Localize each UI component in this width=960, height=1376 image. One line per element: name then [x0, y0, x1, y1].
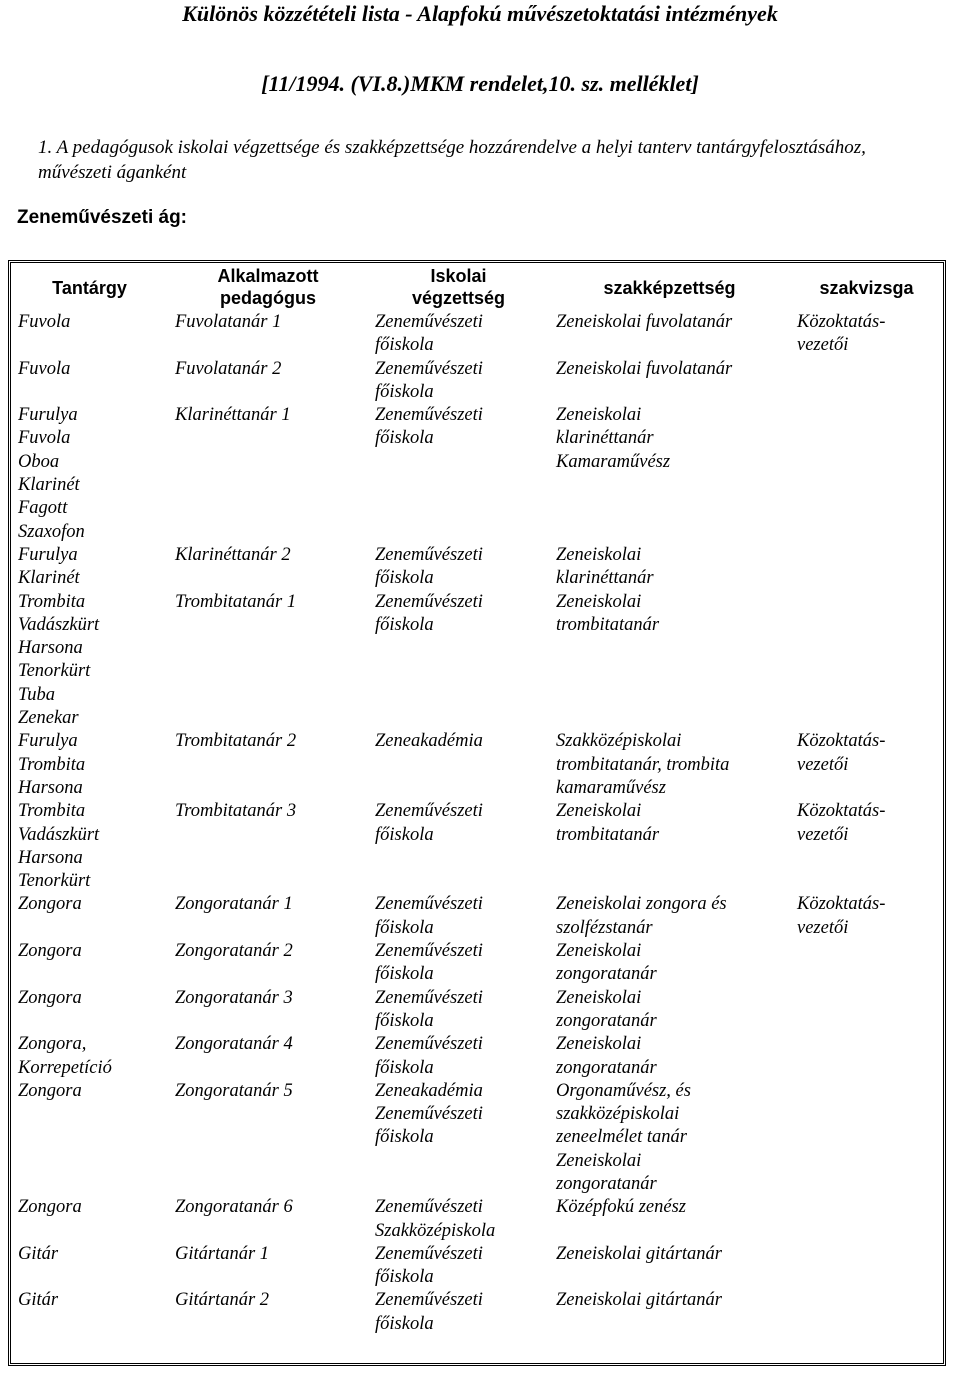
cell-qualification: Szakközépiskolai trombitatanár, trombita kamaraművész: [556, 731, 730, 798]
cell-education: Zeneakadémia: [375, 731, 483, 752]
table-row: [11, 893, 943, 940]
cell-exam: [790, 358, 943, 405]
cell-qualification: Zeneiskolai gitártanár: [556, 1243, 722, 1264]
cell-exam: [790, 1080, 943, 1196]
cell-qualification: Középfokú zenész: [556, 1197, 686, 1218]
table-row: [11, 1080, 943, 1196]
cell-subject: Zongora: [18, 1197, 82, 1218]
header-education: Iskolai végzettség: [411, 266, 506, 308]
table-row: [11, 1243, 943, 1290]
table-row: [11, 800, 943, 893]
table-row: [11, 1196, 943, 1243]
cell-subject: Fuvola: [18, 312, 71, 332]
table-row: [11, 1289, 943, 1336]
cell-education: Zeneművészeti főiskola: [375, 544, 483, 589]
cell-education: Zeneművészeti főiskola: [375, 801, 483, 845]
cell-education: Zeneművészeti főiskola: [375, 312, 483, 356]
table-row: [11, 544, 943, 591]
cell-qualification: Zeneiskolai klarinéttanár: [556, 544, 654, 589]
cell-exam: [790, 1243, 943, 1290]
table-row: [11, 404, 943, 544]
cell-teacher: Klarinéttanár 2: [175, 544, 291, 565]
cell-exam: [790, 404, 943, 544]
table-row: [11, 358, 943, 405]
cell-exam: [790, 544, 943, 591]
section-title: Zeneművészeti ág:: [17, 207, 187, 228]
table-row: [11, 987, 943, 1034]
cell-education: Zeneművészeti főiskola: [375, 987, 483, 1031]
cell-subject: Gitár: [18, 1243, 59, 1264]
cell-subject: Furulya Trombita Harsona: [18, 731, 86, 798]
cell-subject: Fuvola: [18, 358, 71, 379]
cell-subject: Trombita Vadászkürt Harsona Tenorkürt: [18, 801, 100, 892]
cell-exam: [790, 1033, 943, 1080]
cell-education: Zeneművészeti főiskola: [375, 591, 483, 635]
page-title: Különös közzétételi lista - Alapfokú művészetoktatási intézmények: [182, 1, 778, 26]
cell-teacher: Zongoratanár 5: [175, 1080, 293, 1101]
cell-qualification: Zeneiskolai zongoratanár: [556, 987, 657, 1031]
cell-teacher: Trombitatanár 3: [175, 801, 297, 822]
table-row: [11, 591, 943, 731]
cell-subject: Furulya Fuvola Oboa Klarinét Fagott Szaxofon: [18, 405, 85, 542]
cell-qualification: Zeneiskolai trombitatanár: [556, 801, 660, 845]
cell-education: Zeneművészeti főiskola: [375, 1243, 483, 1288]
cell-exam: [790, 987, 943, 1034]
cell-teacher: Zongoratanár 2: [175, 941, 293, 962]
table-row: [11, 311, 943, 358]
cell-qualification: Zeneiskolai fuvolatanár: [556, 312, 733, 332]
cell-teacher: Zongoratanár 6: [175, 1197, 293, 1218]
table-row: [11, 940, 943, 987]
header-qualification: szakképzettség: [603, 278, 736, 298]
header-teacher: Alkalmazott pedagógus: [217, 266, 319, 308]
cell-education: Zeneművészeti főiskola: [375, 1290, 483, 1334]
cell-qualification: Zeneiskolai klarinéttanár Kamaraművész: [556, 405, 671, 472]
cell-education: Zeneművészeti főiskola: [375, 358, 483, 402]
cell-education: Zeneművészeti Szakközépiskola: [375, 1197, 496, 1241]
cell-subject: Zongora: [18, 987, 82, 1008]
cell-education: Zeneakadémia Zeneművészeti főiskola: [375, 1080, 483, 1148]
cell-subject: Gitár: [18, 1290, 59, 1311]
cell-teacher: Fuvolatanár 2: [175, 358, 282, 379]
cell-subject: Zongora: [18, 941, 82, 962]
cell-education: Zeneművészeti főiskola: [375, 941, 483, 985]
cell-teacher: Klarinéttanár 1: [175, 405, 291, 426]
cell-qualification: Zeneiskolai trombitatanár: [556, 591, 660, 635]
cell-exam: Közoktatás- vezetői: [797, 731, 886, 775]
cell-qualification: Zeneiskolai gitártanár: [556, 1290, 722, 1311]
cell-exam: [790, 1289, 943, 1336]
cell-teacher: Zongoratanár 1: [175, 894, 293, 915]
intro-paragraph: 1. A pedagógusok iskolai végzettsége és szakképzettsége hozzárendelve a helyi tanterv tantárgyfelosztásához, művészeti áganként: [38, 137, 866, 183]
cell-education: Zeneművészeti főiskola: [375, 894, 483, 938]
table-row: [11, 1033, 943, 1080]
cell-teacher: Fuvolatanár 1: [175, 312, 282, 332]
cell-subject: Zongora: [18, 1080, 82, 1101]
cell-exam: Közoktatás- vezetői: [797, 894, 886, 938]
cell-qualification: Zeneiskolai zongoratanár: [556, 1034, 657, 1078]
header-exam: szakvizsga: [819, 278, 914, 298]
cell-qualification: Zeneiskolai zongoratanár: [556, 941, 657, 985]
cell-teacher: Gitártanár 2: [175, 1290, 270, 1311]
cell-subject: Zongora, Korrepetíció: [18, 1034, 112, 1078]
table-header-row: [11, 263, 943, 311]
cell-qualification: Zeneiskolai zongora és szolfézstanár: [556, 894, 727, 938]
cell-exam: Közoktatás- vezetői: [797, 312, 886, 356]
header-subject: Tantárgy: [52, 278, 127, 298]
cell-exam: [790, 1196, 943, 1243]
cell-teacher: Zongoratanár 4: [175, 1034, 293, 1055]
cell-teacher: Trombitatanár 1: [175, 591, 297, 612]
cell-exam: [790, 591, 943, 731]
cell-teacher: Gitártanár 1: [175, 1243, 270, 1264]
cell-education: Zeneművészeti főiskola: [375, 405, 483, 449]
cell-subject: Zongora: [18, 894, 82, 915]
staff-qualification-table: [11, 263, 943, 1336]
cell-education: Zeneművészeti főiskola: [375, 1034, 483, 1078]
regulation-reference: [11/1994. (VI.8.)MKM rendelet,10. sz. melléklet]: [261, 71, 699, 96]
cell-qualification: Zeneiskolai fuvolatanár: [556, 358, 733, 379]
cell-exam: [790, 940, 943, 987]
cell-teacher: Trombitatanár 2: [175, 731, 297, 752]
cell-qualification: Orgonaművész, és szakközépiskolai zeneelmélet tanár Zeneiskolai zongoratanár: [556, 1080, 691, 1194]
cell-subject: Trombita Vadászkürt Harsona Tenorkürt Tuba Zenekar: [18, 591, 100, 729]
cell-teacher: Zongoratanár 3: [175, 987, 293, 1008]
cell-exam: Közoktatás- vezetői: [797, 801, 886, 845]
cell-subject: Furulya Klarinét: [18, 544, 80, 589]
table-row: [11, 730, 943, 800]
